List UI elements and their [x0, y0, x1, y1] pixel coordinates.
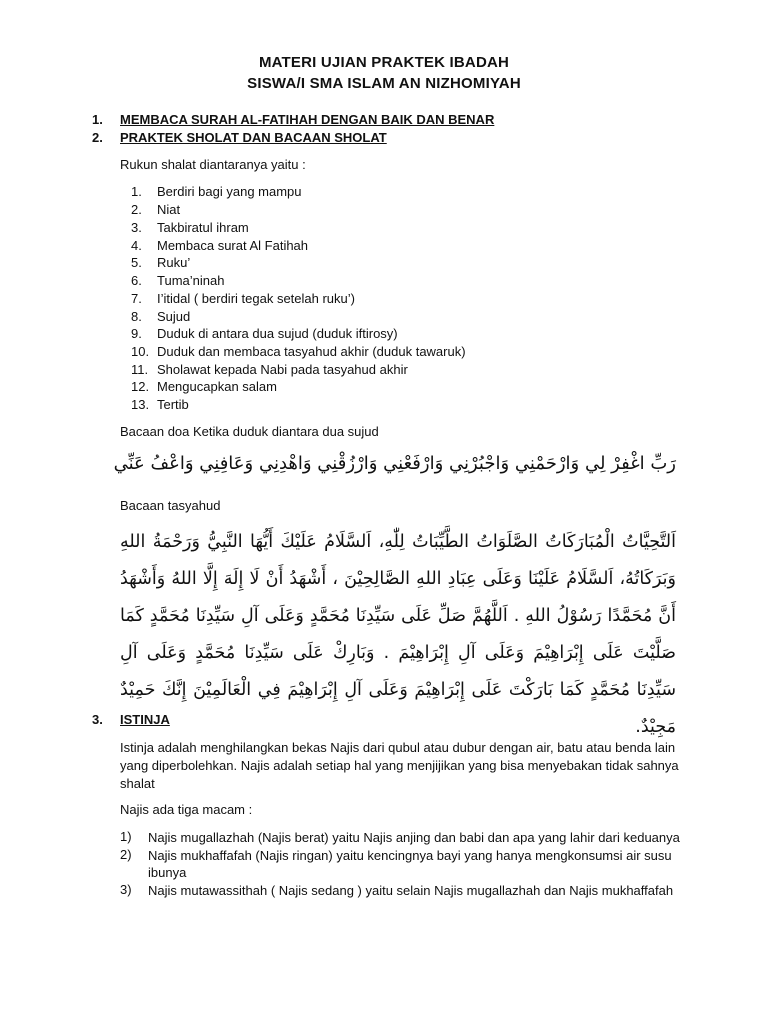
- list-item-text: Ruku’: [157, 255, 191, 270]
- list-item-number: 1.: [131, 184, 142, 199]
- list-item: [131, 326, 398, 341]
- list-item-text: Najis mugallazhah (Najis berat) yaitu Najis anjing dan babi dan apa yang lahir dari keduanya: [148, 830, 680, 845]
- list-item-text: Niat: [157, 202, 181, 217]
- doa-arabic-text: رَبِّ اغْفِرْ لِي وَارْحَمْنِي وَاجْبُرْنِي وَارْفَعْنِي وَارْزُقْنِي وَاهْدِنِي وَعَافِنِي وَاعْفُ عَنِّي: [113, 453, 676, 474]
- list-item-number: 13.: [131, 397, 150, 412]
- list-item-text: Najis mutawassithah ( Najis sedang ) yaitu selain Najis mugallazhah dan Najis mukhaffafah: [148, 883, 674, 898]
- list-item-text: Tuma’ninah: [157, 273, 225, 288]
- list-item-number: 6.: [131, 273, 142, 288]
- doa-label: Bacaan doa Ketika duduk diantara dua sujud: [120, 424, 379, 439]
- list-item-number: 5.: [131, 255, 142, 270]
- list-item-number: 4.: [131, 238, 142, 253]
- list-item-number: 7.: [131, 291, 142, 306]
- istinja-definition: Istinja adalah menghilangkan bekas Najis dari qubul atau dubur dengan air, batu atau benda lain yang diperbolehkan. Najis adalah setiap hal yang menjijikan yang bisa menyebakan tidak sahnya shalat: [120, 740, 679, 791]
- list-item: [131, 202, 180, 217]
- list-item-number: 2): [120, 847, 132, 862]
- list-item-number: 8.: [131, 309, 142, 324]
- list-item-text: I’itidal ( berdiri tegak setelah ruku’): [157, 291, 355, 306]
- list-item: [131, 220, 249, 235]
- section-3-title: ISTINJA: [120, 712, 170, 727]
- list-item: [131, 291, 355, 306]
- list-item: [131, 397, 189, 412]
- tasyahud-arabic-text: اَلتَّحِيَّاتُ الْمُبَارَكَاتُ الصَّلَوَاتُ الطَّيِّبَاتُ لِلّٰهِ، اَلسَّلَامُ عَلَيْكَ أَيُّهَا النَّبِيُّ وَرَحْمَةُ اللهِ وَبَرَكَاتُهُ، اَلسَّلَامُ عَلَيْنَا وَعَلَى عِبَادِ اللهِ الصَّالِحِيْنَ ، أَشْهَدُ أَنْ لَا إِلَهَ إِلَّا اللهُ وَأَشْهَدُ أَنَّ مُحَمَّدًا رَسُوْلُ اللهِ . اَللَّهُمَّ صَلِّ عَلَى سَيِّدِنَا مُحَمَّدٍ وَعَلَى آلِ سَيِّدِنَا مُحَمَّدٍ كَمَا صَلَّيْتَ عَلَى إِبْرَاهِيْمَ وَعَلَى آلِ إِبْرَاهِيْمَ . وَبَارِكْ عَلَى سَيِّدِنَا مُحَمَّدٍ وَعَلَى آلِ سَيِّدِنَا مُحَمَّدٍ كَمَا بَارَكْتَ عَلَى إِبْرَاهِيْمَ وَعَلَى آلِ إِبْرَاهِيْمَ فِي الْعَالَمِيْنَ إِنَّكَ حَمِيْدٌ مَجِيْدٌ.: [120, 532, 676, 737]
- section-1-title: MEMBACA SURAH AL-FATIHAH DENGAN BAIK DAN BENAR: [120, 112, 495, 127]
- list-item-text: Duduk di antara dua sujud (duduk iftirosy): [157, 326, 398, 341]
- list-item-number: 2.: [131, 202, 142, 217]
- section-2-number: 2.: [92, 130, 103, 145]
- list-item-number: 12.: [131, 379, 150, 394]
- list-item: [131, 255, 190, 270]
- list-item-text: Sujud: [157, 309, 191, 324]
- list-item: [131, 273, 224, 288]
- list-item-text: Najis mukhaffafah (Najis ringan) yaitu kencingnya bayi yang hanya mengkonsumsi air susu ibunya: [148, 848, 672, 880]
- list-item-text: Takbiratul ihram: [157, 220, 249, 235]
- list-item-text: Mengucapkan salam: [157, 379, 277, 394]
- list-item-number: 9.: [131, 326, 142, 341]
- list-item-text: Berdiri bagi yang mampu: [157, 184, 302, 199]
- list-item-number: 10.: [131, 344, 150, 359]
- list-item: [131, 344, 466, 359]
- list-item: [131, 184, 302, 199]
- list-item: [131, 362, 408, 377]
- document-title: MATERI UJIAN PRAKTEK IBADAH: [258, 54, 510, 71]
- rukun-intro: Rukun shalat diantaranya yaitu :: [120, 157, 306, 172]
- list-item-text: Tertib: [157, 397, 189, 412]
- section-1-number: 1.: [92, 112, 103, 127]
- najis-intro: Najis ada tiga macam :: [120, 802, 253, 817]
- section-3-number: 3.: [92, 712, 103, 727]
- list-item: [131, 309, 190, 324]
- list-item-text: Sholawat kepada Nabi pada tasyahud akhir: [157, 362, 408, 377]
- document-subtitle: SISWA/I SMA ISLAM AN NIZHOMIYAH: [247, 75, 521, 92]
- list-item: [131, 379, 277, 394]
- list-item-text: Membaca surat Al Fatihah: [157, 238, 309, 253]
- list-item: [131, 238, 308, 253]
- list-item-number: 1): [120, 829, 132, 844]
- list-item-number: 3.: [131, 220, 142, 235]
- list-item-number: 3): [120, 882, 132, 897]
- section-2-title: PRAKTEK SHOLAT DAN BACAAN SHOLAT: [120, 130, 387, 145]
- list-item-number: 11.: [131, 362, 149, 377]
- tasyahud-label: Bacaan tasyahud: [120, 498, 221, 513]
- list-item-text: Duduk dan membaca tasyahud akhir (duduk tawaruk): [157, 344, 466, 359]
